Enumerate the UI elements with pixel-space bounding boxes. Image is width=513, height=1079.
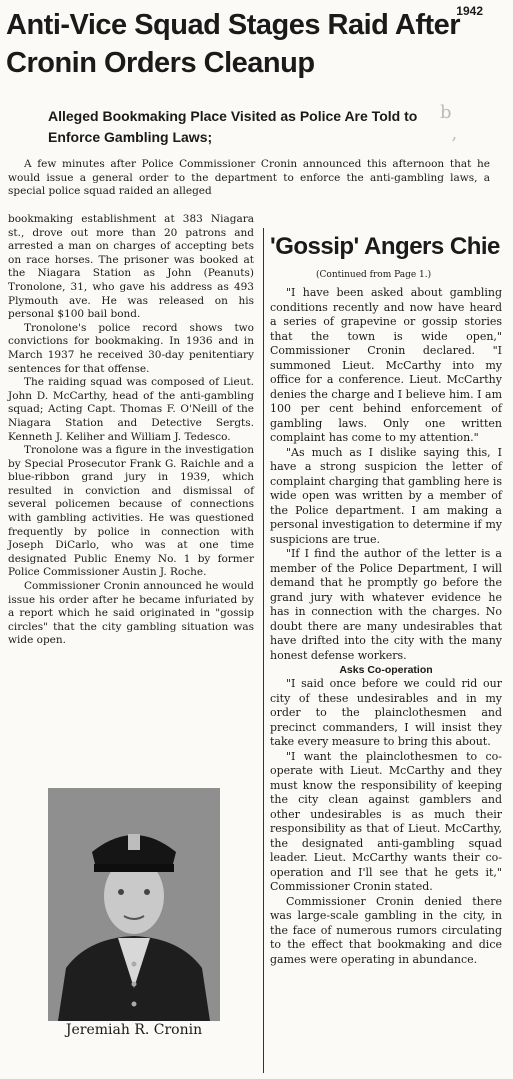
right-paragraph: "As much as I dislike saying this, I have a strong suspicion the letter of complaint charging that gambling here is wide open was written by a member of the Police department. I am making a personal investigation to determine if my suspicions are true. bbox=[270, 445, 502, 546]
lead-paragraph bbox=[8, 158, 490, 199]
left-paragraph: Tronolone was a figure in the investigation by Special Prosecutor Frank G. Raichle and a blue-ribbon grand jury in 1939, which resulted in conviction and dismissal of several policemen because of connections with gambling activities. He was questioned frequently by police in connection with Joseph DiCarlo, who was at one time designated Public Enemy No. 1 by former Police Commissioner Austin J. Roche. bbox=[8, 444, 254, 579]
lead-text: A few minutes after Police Commissioner Cronin announced this afternoon that he would issue a general order to the department to enforce the anti-gambling laws, a special police squad raided an alleged bbox=[8, 158, 490, 198]
portrait-photo bbox=[48, 788, 220, 1021]
left-paragraph: Commissioner Cronin announced he would issue his order after he became infuriated by a report which he said originated in "gossip circles" that the city gambling situation was wide open. bbox=[8, 580, 254, 647]
headline: Anti-Vice Squad Stages Raid After Cronin Orders Cleanup bbox=[6, 9, 461, 79]
portrait-illustration bbox=[48, 788, 220, 1021]
right-paragraph: "I said once before we could rid our city of these undesirables and in my order to the plainclothesmen and precinct commanders, I will insist they take every measure to bring this about. bbox=[270, 677, 502, 748]
subsection-heading: Asks Co-operation bbox=[339, 664, 433, 676]
right-column bbox=[270, 286, 502, 967]
column-rule bbox=[263, 228, 264, 1073]
right-headline: 'Gossip' Angers Chie bbox=[270, 233, 500, 260]
left-paragraph: Tronolone's police record shows two convictions for bookmaking. In 1936 and in March 1937 he received 30-day penitentiary sentences for that offense. bbox=[8, 321, 254, 375]
subhead: Alleged Bookmaking Place Visited as Police Are Told to Enforce Gambling Laws; bbox=[48, 108, 418, 145]
left-paragraph: The raiding squad was composed of Lieut. John D. McCarthy, head of the anti-gambling squad; Acting Capt. Thomas F. O'Neill of the Niagara Station and Detective Sergts. Kenneth J. Keliher and William J. Tedesco. bbox=[8, 376, 254, 443]
continued-note: (Continued from Page 1.) bbox=[316, 270, 432, 280]
right-paragraph: "If I find the author of the letter is a member of the Police Department, I will demand that he promptly go before the grand jury with whatever evidence he has in connection with the charges. No doubt there are many undesirables that have drifted into the city with the many honest defense workers. bbox=[270, 547, 502, 662]
year-label: 1942 bbox=[456, 4, 483, 18]
margin-pencil-marks: b , bbox=[440, 102, 458, 144]
right-paragraph: Commissioner Cronin denied there was large-scale gambling in the city, in the face of numerous rumors circulating to the effect that bookmaking and dice games were operating in abundance. bbox=[270, 894, 502, 966]
photo-caption: Jeremiah R. Cronin bbox=[65, 1022, 203, 1038]
left-column bbox=[8, 213, 254, 648]
right-paragraph: "I have been asked about gambling conditions recently and now have heard a series of grapevine or gossip stories that the town is wide open," Commissioner Cronin declared. "I summoned Lieut. McCarthy into my office for a conference. Lieut. McCarthy denies the charge and I believe him. I am 100 per cent behind enforcement of gambling laws. Only one written complaint has come to my attention." bbox=[270, 286, 502, 444]
right-paragraph: "I want the plainclothesmen to co-operate with Lieut. McCarthy and they must know the responsibility of keeping the city clean against gamblers and other undesirables is as much their responsibility as that of Lieut. McCarthy, the designated anti-gambling squad leader. Lieut. McCarthy wants their co-operation and I'll see that he gets it," Commissioner Cronin stated. bbox=[270, 749, 502, 893]
left-paragraph: bookmaking establishment at 383 Niagara st., drove out more than 20 patrons and arrested a man on charges of accepting bets on race horses. The prisoner was booked at the Niagara Station as John (Peanuts) Tronolone, 31, who gave his address as 493 Plymouth ave. He was released on his personal $100 bail bond. bbox=[8, 213, 254, 321]
